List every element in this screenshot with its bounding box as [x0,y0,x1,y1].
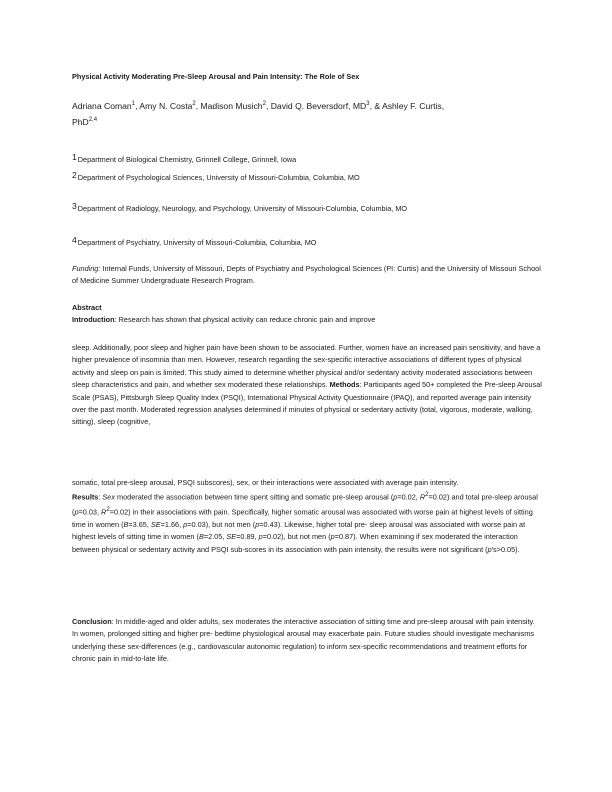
stat-symbol: B [198,532,204,542]
results-text: ( [390,492,394,502]
author-name: , & Ashley F. Curtis, [369,100,445,111]
funding-label: Funding: [72,264,101,273]
affiliation-2 [72,169,542,184]
methods-label: Methods [329,380,360,390]
stat-symbol: p [330,532,335,542]
introduction-label: Introduction [72,315,115,325]
abstract-heading: Abstract [72,303,102,312]
results-text: =0.03), but not men ( [187,520,256,530]
introduction-text: sleep. Additionally, poor sleep and higher pain have been shown to be associated. Further, women have an increased pain sensitivity, and have a higher prevalence of insomnia than men. However, research regarding the sex-specific interactive associations of different types of physical activity and sleep on pain is limited. This study aimed to determine whether physical and/or sedentary activity moderated associations between sleep characteristics and pain, and whether sex moderated these relationships. [72,343,541,390]
author-name: , David Q. Beversdorf, MD [265,100,367,111]
author-affiliation-mark: 3 [366,101,370,107]
results-text: =0.02, [397,492,420,502]
stat-symbol: p [258,532,263,542]
affiliation-text: Department of Psychiatry, University of Missouri-Columbia, Columbia, MO [77,238,317,247]
affiliation-4 [72,234,542,249]
author-affiliation-mark: 1 [131,101,136,107]
affiliation-text: Department of Radiology, Neurology, and Psychology, University of Missouri-Columbia, Columbia, MO [77,204,408,213]
stat-superscript: 2 [425,491,429,499]
results-text: 's>0.05). [491,544,520,554]
results-block [72,477,542,556]
methods-text: : Participants aged 50+ completed the Pre-sleep Arousal Scale (PSAS), Pittsburgh Sleep Quality Index (PSQI), International Physical Activity Questionnaire (IPAQ), and reported average pain intensity over the past month. Moderated regression analyses determined if minutes of physical or sedentary activity (total, vigorous, moderate, walking, sitting), sleep (cognitive, [72,380,542,427]
paper-title: Physical Activity Moderating Pre-Sleep Arousal and Pain Intensity: The Role of Sex [72,72,360,81]
stat-symbol: p [74,507,79,517]
stat-symbol: SE [150,520,161,530]
stat-symbol: B [123,520,129,530]
results-text: : [98,492,103,502]
stat-symbol: p [255,520,260,530]
results-text: =0.87). When examining if sex moderated the interaction between physical or sedentary activity and PSQI sub-scores in its association with pain intensity, the results were not significant ( [72,532,518,554]
results-text: =0.03, [78,507,102,517]
stat-symbol: p [393,492,398,502]
introduction-text-line1: : Research has shown that physical activity can reduce chronic pain and improve [114,315,376,325]
affiliation-number: 4 [72,235,77,245]
affiliation-number: 2 [72,170,77,180]
author-list [72,97,542,129]
author-name: , Amy N. Costa [135,100,193,111]
introduction-continued [72,342,542,429]
stat-symbol: p [487,544,492,554]
results-label: Results [72,492,99,502]
results-text: =0.43). Likewise, higher total pre- sleep arousal was associated with worse pain at highest levels of sitting time in women ( [72,520,526,542]
results-text: =0.02) and total pre-sleep arousal ( [72,492,538,517]
results-text: =0.89, [236,532,259,542]
author-name: Adriana Coman [72,100,132,111]
stat-symbol: p [183,520,188,530]
author-affiliation-mark: 2,4 [88,116,98,123]
stat-superscript: 2 [106,506,110,514]
conclusion-label: Conclusion [72,617,112,626]
methods-text-continued: somatic, total pre-sleep arousal, PSQI subscores), sex, or their interactions were associated with average pain intensity. [72,478,459,487]
results-text: =0.02) in their associations with pain. Specifically, higher somatic arousal was associated with worse pain at highest levels of sitting time in women ( [72,507,533,530]
affiliation-3 [72,200,542,215]
stat-symbol: SE [226,532,237,542]
affiliation-number: 1 [72,152,77,162]
author-affiliation-mark: 2 [192,101,196,107]
affiliation-1 [72,151,542,166]
affiliation-number: 3 [72,201,77,211]
affiliation-text: Department of Biological Chemistry, Grinnell College, Grinnell, Iowa [77,155,297,164]
results-text: =0.02), but not men ( [262,532,331,542]
stat-symbol: R [419,492,426,502]
affiliation-text: Department of Psychological Sciences, University of Missouri-Columbia, Columbia, MO [77,173,360,182]
conclusion-block [72,616,542,666]
conclusion-text: : In middle-aged and older adults, sex moderates the interactive association of sitting time and pre-sleep arousal with pain intensity. In women, prolonged sitting and higher pre- bedtime physiological arousal may exacerbate pain. Future studies should investigate mechanisms underlying these sex-differences (e.g., cardiovascular autonomic regulation) to inform sex-specific recommendations and treatment efforts for chronic pain in mid-to-late life. [72,617,535,664]
funding-statement [72,263,542,288]
abstract-heading-block [72,302,542,327]
results-text: =3.65, [128,520,151,530]
stat-symbol: R [101,507,107,517]
author-degree: PhD [72,116,89,127]
results-text: Sex [102,492,115,502]
results-text: moderated the association between time spent sitting and somatic pre-sleep arousal [115,492,389,502]
funding-text: Internal Funds, University of Missouri, Depts of Psychiatry and Psychological Sciences (PI: Curtis) and the University of Missouri School of Medicine Summer Undergraduate Research Program. [72,264,541,286]
results-text: =1.66, [160,520,184,530]
author-name: , Madison Musich [195,100,263,111]
results-text: =2.05, [203,532,227,542]
author-affiliation-mark: 2 [262,101,266,107]
